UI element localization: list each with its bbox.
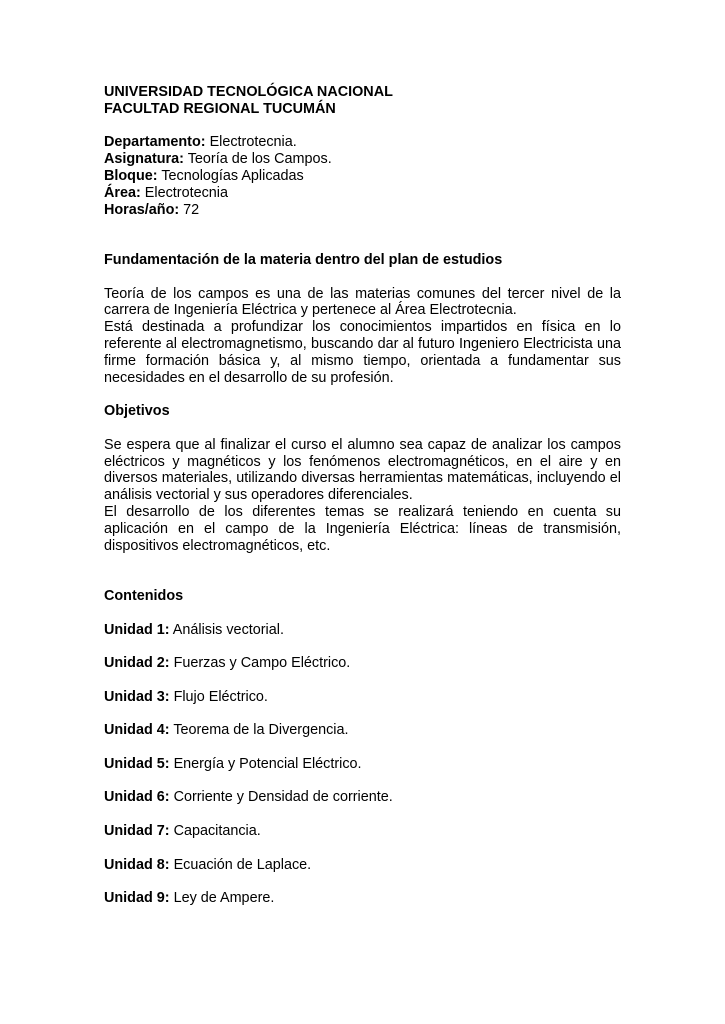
unit-item [104,622,621,639]
unit-item [104,857,621,874]
unit-title: Fuerzas y Campo Eléctrico. [173,655,351,672]
paragraph: El desarrollo de los diferentes temas se realizará teniendo en cuenta su aplicación en el campo de la Ingeniería Eléctrica: líneas de transmisión, dispositivos electromagnéticos, etc. [104,503,621,554]
spacer [104,118,621,135]
unit-label: Unidad 1: [104,621,170,638]
units-list [104,622,621,908]
meta-departamento [104,134,621,151]
paragraph: Está destinada a profundizar los conocimientos impartidos en física en lo referente al electromagnetismo, buscando dar al futuro Ingeniero Electricista una firme formación básica y, al mismo tiempo, orientada a fundamentar sus necesidades en el desarrollo de su profesión. [104,319,621,386]
unit-label: Unidad 4: [104,722,170,739]
spacer [104,554,621,571]
unit-label: Unidad 9: [104,890,170,907]
spacer [104,235,621,252]
document-page [104,84,621,907]
meta-value: Teoría de los Campos. [187,151,332,168]
university-name: UNIVERSIDAD TECNOLÓGICA NACIONAL [104,84,393,100]
unit-title: Ley de Ampere. [173,890,275,907]
unit-title: Capacitancia. [173,823,261,840]
spacer [104,386,621,403]
meta-value: 72 [183,201,200,218]
meta-label: Departamento: [104,134,206,151]
spacer [104,218,621,235]
section-heading-fundamentacion: Fundamentación de la materia dentro del plan de estudios [104,251,503,268]
meta-value: Electrotecnia. [209,134,297,151]
unit-label: Unidad 3: [104,688,170,705]
unit-item [104,823,621,840]
spacer [104,605,621,622]
paragraph: Se espera que al finalizar el curso el alumno sea capaz de analizar los campos eléctricos y magnéticos y los fenómenos electromagnéticos, en el aire y en diversos materiales, utilizando diversas herramientas matemáticas, incluyendo el análisis vectorial y sus operadores diferenciales. [104,436,621,504]
meta-asignatura [104,151,621,168]
spacer [104,571,621,588]
unit-title: Ecuación de Laplace. [173,856,312,873]
unit-title: Energía y Potencial Eléctrico. [173,755,362,772]
meta-area [104,185,621,202]
spacer [104,420,621,437]
unit-label: Unidad 6: [104,789,170,806]
unit-item [104,789,621,806]
unit-title: Análisis vectorial. [172,621,284,638]
meta-label: Bloque: [104,167,158,184]
unit-item [104,890,621,907]
course-meta [104,134,621,218]
unit-label: Unidad 8: [104,856,170,873]
meta-value: Electrotecnia [144,184,228,201]
unit-item [104,689,621,706]
unit-item [104,756,621,773]
unit-item [104,722,621,739]
section-heading-objetivos: Objetivos [104,403,170,420]
faculty-name: FACULTAD REGIONAL TUCUMÁN [104,100,336,117]
section-heading-contenidos: Contenidos [104,587,184,604]
spacer [104,269,621,286]
unit-title: Teorema de la Divergencia. [173,722,349,739]
unit-title: Flujo Eléctrico. [173,688,268,705]
unit-label: Unidad 5: [104,755,170,772]
meta-value: Tecnologías Aplicadas [161,167,304,184]
meta-label: Área: [104,184,141,201]
unit-title: Corriente y Densidad de corriente. [173,789,393,806]
meta-label: Horas/año: [104,201,180,218]
unit-label: Unidad 2: [104,655,170,672]
meta-horas [104,202,621,219]
paragraph: Teoría de los campos es una de las materias comunes del tercer nivel de la carrera de Ingeniería Eléctrica y pertenece al Área Electrotecnia. [104,285,621,319]
unit-label: Unidad 7: [104,823,170,840]
unit-item [104,655,621,672]
meta-bloque [104,168,621,185]
meta-label: Asignatura: [104,151,184,168]
